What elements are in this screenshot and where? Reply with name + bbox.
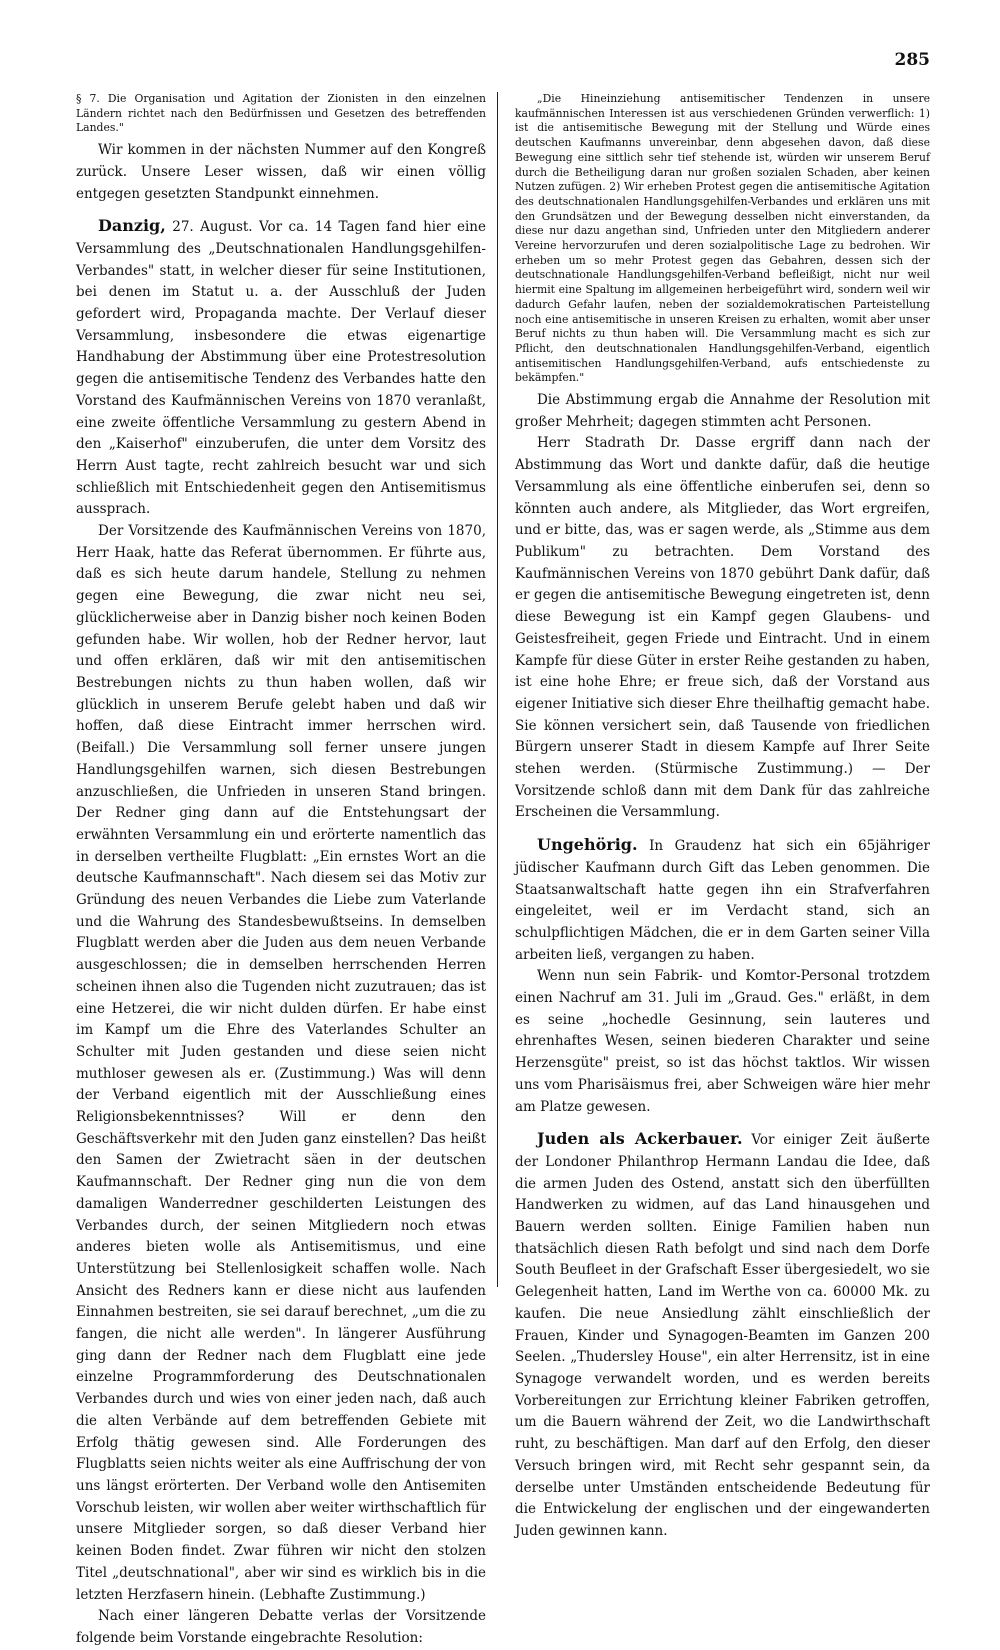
vote-paragraph: Die Abstimmung ergab die Annahme der Resolution mit großer Mehrheit; dagegen stimmten acht Personen. — [515, 392, 930, 430]
right-column — [515, 92, 930, 1543]
dasse-paragraph: Herr Stadrath Dr. Dasse ergriff dann nach der Abstimmung das Wort und dankte dafür, daß die heutige Versammlung als eine öffentliche einberufen sei, denn so könnten auch andere, als Mitglieder, das Wort ergreifen, und er bitte, das, was er sagen werde, als „Stimme aus dem Publikum" zu betrachten. Dem Vorstand des Kaufmännischen Vereins von 1870 gebührt Dank dafür, daß er gegen die antisemitische Bewegung eingetreten ist, denn diese Bewegung ist ein Kampf gegen Glaubens- und Geistesfreiheit, gegen Friede und Eintracht. Und in einem Kampfe für diese Güter in erster Reihe gestanden zu haben, ist eine hohe Ehre; er freue sich, daß der Vorstand aus eigener Initiative sich dieser Ehre theilhaftig gemacht habe. Sie können versichert sein, daß Tausende von friedlichen Bürgern unserer Stadt in diesem Kampfe auf Ihrer Seite stehen werden. (Stürmische Zustimmung.) — Der Vorsitzende schloß dann mit dem Dank für das zahlreiche Erscheinen die Versammlung. — [515, 435, 930, 821]
left-column — [76, 92, 486, 1650]
ackerbauer-text: Vor einiger Zeit äußerte der Londoner Philanthrop Hermann Landau die Idee, daß die armen Juden des Ostend, anstatt sich den überfüllten Handwerken zu widmen, auf das Land hinausgehen und Bauern werden sollten. Einige Familien haben nun thatsächlich diesen Rath befolgt und sind nach dem Dorfe South Beufleet in der Grafschaft Esser übergesiedelt, wo sie Gelegenheit hatten, Land im Werthe von ca. 60000 Mk. zu kaufen. Die neue Ansiedlung zählt einschließlich der Frauen, Kinder und Synagogen-Beamten im Ganzen 200 Seelen. „Thudersley House", ein alter Herrensitz, ist in eine Synagoge verwandelt worden, und es werden bereits Vorbereitungen zur Errichtung kleiner Fabriken getroffen, um die Bauern während der Zeit, wo die Landwirthschaft ruht, zu beschäftigen. Man darf auf den Erfolg, den dieser Versuch bringen wird, mit Recht sehr gespannt sein, da derselbe unter Umständen entscheidende Bedeutung für die Entwickelung der englischen und der eingewanderten Juden gewinnen kann. — [515, 1132, 930, 1539]
ackerbauer-heading: Juden als Ackerbauer. — [537, 1129, 743, 1149]
resolution-quote: „Die Hineinziehung antisemitischer Tendenzen in unsere kaufmännischen Interessen ist aus verschiedenen Gründen verwerflich: 1) ist die antisemitische Bewegung mit der Stellung und Würde eines deutschen Kaufmanns unvereinbar, denn abgesehen davon, daß diese Bewegung eine sittlich sehr tief stehende ist, würden wir unserem Beruf durch die Betheiligung daran nur großen sozialen Schaden, aber keinen Nutzen zufügen. 2) Wir erheben Protest gegen die antisemitische Agitation des deutschnationalen Handlungsgehilfen-Verbandes und erklären uns mit den Grundsätzen und der Bewegung desselben nicht einverstanden, da diese nur dazu angethan sind, Unfrieden unter den Mitgliedern anderer Vereine hervorzurufen und deren sozialpolitische Lage zu bedrohen. Wir erheben um so mehr Protest gegen das Gebahren, dessen sich der deutschnationale Handlungsgehilfen-Verband befleißigt, nicht nur weil hiermit eine Spaltung im allgemeinen herbeigeführt wird, sondern weil wir dadurch Gefahr laufen, neben der sozialdemokratischen Parteistellung noch eine antisemitische in unseren Kreisen zu erhalten, womit aber unser Beruf nichts zu thun haben will. Die Versammlung macht es sich zur Pflicht, den deutschnationalen Handlungsgehilfen-Verband, eigentlich antisemitischen Handlungsgehilfen-Verband, aufs entschiedenste zu bekämpfen." — [515, 92, 930, 385]
ungehoerig-paragraph-1 — [515, 834, 930, 966]
column-divider — [497, 92, 498, 1287]
intro-paragraph: Wir kommen in der nächsten Nummer auf den Kongreß zurück. Unsere Leser wissen, daß wir einen völlig entgegen gesetzten Standpunkt einnehmen. — [76, 142, 486, 202]
danzig-article-paragraph-1 — [76, 215, 486, 521]
ungehoerig-text-1: In Graudenz hat sich ein 65jähriger jüdischer Kaufmann durch Gift das Leben genommen. Die Staatsanwaltschaft hatte gegen ihn ein Strafverfahren eingeleitet, weil er im Verdacht stand, sich an schulpflichtigen Mädchen, die er in dem Garten seiner Villa arbeiten ließ, vergangen zu haben. — [515, 838, 930, 963]
zionism-note: § 7. Die Organisation und Agitation der Zionisten in den einzelnen Ländern richtet nach den Bedürfnissen und Gesetzen des betreffenden Landes." — [76, 92, 486, 135]
ungehoerig-heading: Ungehörig. — [537, 835, 638, 855]
danzig-text-1: 27. August. Vor ca. 14 Tagen fand hier eine Versammlung des „Deutschnationalen Handlungsgehilfen-Verbandes" statt, in welcher dieser für seine Institutionen, bei denen im Statut u. a. der Ausschluß der Juden gefordert wird, Propaganda machte. Der Verlauf dieser Versammlung, insbesondere die etwas eigenartige Handhabung der Abstimmung über eine Protestresolution gegen die antisemitische Tendenz des Verbandes hatte den Vorstand des Kaufmännischen Vereins von 1870 veranlaßt, eine zweite öffentliche Versammlung zu gestern Abend in den „Kaiserhof" einzuberufen, die unter dem Vorsitz des Herrn Aust tagte, recht zahlreich besucht war und sich schließlich mit Entschiedenheit gegen den Antisemitismus aussprach. — [76, 219, 486, 518]
page-number: 285 — [894, 50, 930, 70]
ackerbauer-paragraph — [515, 1128, 930, 1542]
danzig-heading: Danzig, — [98, 216, 166, 236]
danzig-article-paragraph-3: Nach einer längeren Debatte verlas der Vorsitzende folgende beim Vorstande eingebrachte Resolution: — [76, 1608, 486, 1646]
danzig-article-paragraph-2: Der Vorsitzende des Kaufmännischen Vereins von 1870, Herr Haak, hatte das Referat übernommen. Er führte aus, daß es sich heute darum handele, Stellung zu nehmen gegen eine Bewegung, die zwar nicht neu sei, glücklicherweise aber in Danzig bisher noch keinen Boden gefunden habe. Wir wollen, hob der Redner hervor, laut und offen erklären, daß wir mit den antisemitischen Bestrebungen nichts zu thun haben wollen, daß wir glücklich in unserem Berufe gelebt haben und daß wir hoffen, daß diese Eintracht immer herrschen wird. (Beifall.) Die Versammlung soll ferner unsere jungen Handlungsgehilfen warnen, sich diesen Bestrebungen anzuschließen, die Unfrieden in unseren Stand bringen. Der Redner ging dann auf die Entstehungsart der erwähnten Versammlung ein und erörterte namentlich das in derselben vertheilte Flugblatt: „Ein ernstes Wort an die deutsche Kaufmannschaft". Nach diesem sei das Motiv zur Gründung des neuen Verbandes die Liebe zum Vaterlande und die Wahrung des Standesbewußtseins. In demselben Flugblatt werden aber die Juden aus dem neuen Verbande ausgeschlossen; die in demselben herrschenden Herren scheinen ihnen also die Tugenden nicht zuzutrauen; das ist eine Hetzerei, die wir nicht dulden dürfen. Er habe einst im Kampf um die Ehre des Vaterlandes Schulter an Schulter mit Juden gestanden und diese seien nicht muthloser gewesen als er. (Zustimmung.) Was will denn der Verband eigentlich mit der Ausschließung eines Religionsbekenntnisses? Will er denn den Geschäftsverkehr mit den Juden ganz einstellen? Das heißt den Samen der Zwietracht säen in der deutschen Kaufmannschaft. Der Redner ging nun die von dem damaligen Wanderredner geschilderten Leistungen des Verbandes durch, der seinen Mitgliedern noch etwas anderes bieten wolle als Antisemitismus, und eine Unterstützung bei Stellenlosigkeit schaffen wolle. Nach Ansicht des Redners kann er diese nicht aus laufenden Einnahmen bestreiten, sie sei darauf berechnet, „um die zu fangen, die nicht alle werden". In längerer Ausführung ging dann der Redner nach dem Flugblatt eine jede einzelne Programmforderung des Deutschnationalen Verbandes durch und wies von einer jeden nach, daß auch die alten Verbände auf dem betreffenden Gebiete mit Erfolg thätig gewesen sind. Alle Forderungen des Flugblatts seien nichts weiter als eine Auffrischung der von uns längst erörterten. Der Verband wolle den Antisemiten Vorschub leisten, wir wollen aber weiter wirthschaftlich für unsere Mitglieder sorgen, so daß dieser Verband hier keinen Boden findet. Zwar führen wir nicht den stolzen Titel „deutschnational", aber wir sind es wirklich bis in die letzten Herzfasern hinein. (Lebhafte Zustimmung.) — [76, 523, 486, 1603]
ungehoerig-paragraph-2: Wenn nun sein Fabrik- und Komtor-Personal trotzdem einen Nachruf am 31. Juli im „Graud. Ges." erläßt, in dem es seine „hochedle Gesinnung, sein lauteres und ehrenhaftes Wesen, seinen biederen Charakter und seine Herzensgüte" preist, so ist das höchst taktlos. Wir wissen uns vom Pharisäismus frei, aber Schweigen wäre hier mehr am Platze gewesen. — [515, 968, 930, 1115]
